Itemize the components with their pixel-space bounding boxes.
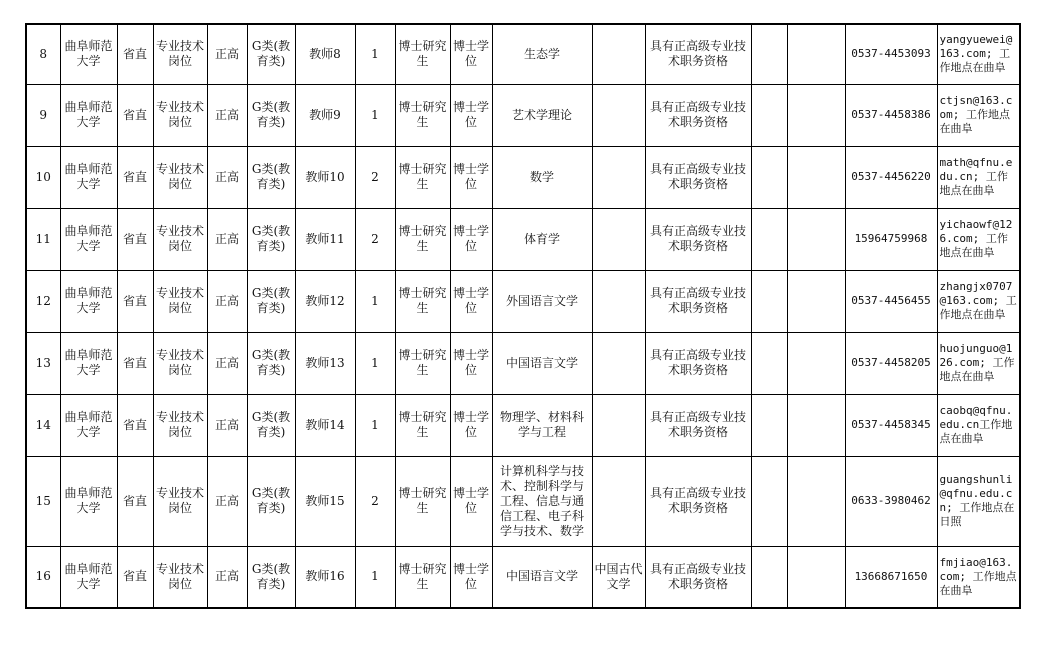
post-type-cell: 专业技术岗位 <box>153 208 207 270</box>
post-type-cell: 专业技术岗位 <box>153 84 207 146</box>
major-requirement-cell: 外国语言文学 <box>492 270 592 332</box>
post-name-cell: 教师9 <box>295 84 355 146</box>
post-grade-cell: 正高 <box>207 332 247 394</box>
employer-unit-cell: 曲阜师范大学 <box>60 456 117 546</box>
row-number-cell: 14 <box>26 394 60 456</box>
degree-requirement-cell: 博士学位 <box>450 394 492 456</box>
post-grade-cell: 正高 <box>207 456 247 546</box>
qualification-requirement-cell: 具有正高级专业技术职务资格 <box>645 270 751 332</box>
row-number-cell: 13 <box>26 332 60 394</box>
unit-level-cell: 省直 <box>117 146 153 208</box>
employer-unit-cell: 曲阜师范大学 <box>60 332 117 394</box>
employer-unit-cell: 曲阜师范大学 <box>60 84 117 146</box>
education-requirement-cell: 博士研究生 <box>395 270 450 332</box>
degree-requirement-cell: 博士学位 <box>450 456 492 546</box>
other-condition-cell <box>751 84 787 146</box>
post-grade-cell: 正高 <box>207 546 247 608</box>
table-row <box>26 456 1020 546</box>
row-number-cell: 12 <box>26 270 60 332</box>
unit-level-cell: 省直 <box>117 208 153 270</box>
hiring-count-cell: 1 <box>355 270 395 332</box>
contact-phone-cell: 0537-4458386 <box>845 84 937 146</box>
table-row <box>26 84 1020 146</box>
hiring-count-cell: 1 <box>355 24 395 84</box>
hiring-count-cell: 2 <box>355 456 395 546</box>
unit-level-cell: 省直 <box>117 270 153 332</box>
post-name-cell: 教师13 <box>295 332 355 394</box>
row-number-cell: 8 <box>26 24 60 84</box>
post-name-cell: 教师12 <box>295 270 355 332</box>
post-name-cell: 教师10 <box>295 146 355 208</box>
contact-email-note-cell: ctjsn@163.com; 工作地点在曲阜 <box>937 84 1020 146</box>
table-row <box>26 332 1020 394</box>
post-name-cell: 教师15 <box>295 456 355 546</box>
qualification-requirement-cell: 具有正高级专业技术职务资格 <box>645 24 751 84</box>
research-direction-cell <box>592 394 645 456</box>
employer-unit-cell: 曲阜师范大学 <box>60 394 117 456</box>
table-row <box>26 208 1020 270</box>
major-requirement-cell: 计算机科学与技术、控制科学与工程、信息与通信工程、电子科学与技术、数学 <box>492 456 592 546</box>
hiring-count-cell: 2 <box>355 146 395 208</box>
remarks-blank-cell <box>787 208 845 270</box>
degree-requirement-cell: 博士学位 <box>450 146 492 208</box>
hiring-count-cell: 1 <box>355 84 395 146</box>
other-condition-cell <box>751 208 787 270</box>
research-direction-cell <box>592 208 645 270</box>
research-direction-cell <box>592 24 645 84</box>
table-row <box>26 394 1020 456</box>
contact-phone-cell: 0537-4453093 <box>845 24 937 84</box>
qualification-requirement-cell: 具有正高级专业技术职务资格 <box>645 332 751 394</box>
contact-email-note-cell: huojunguo@126.com; 工作地点在曲阜 <box>937 332 1020 394</box>
unit-level-cell: 省直 <box>117 394 153 456</box>
major-requirement-cell: 数学 <box>492 146 592 208</box>
contact-phone-cell: 0537-4456220 <box>845 146 937 208</box>
remarks-blank-cell <box>787 332 845 394</box>
other-condition-cell <box>751 146 787 208</box>
remarks-blank-cell <box>787 456 845 546</box>
remarks-blank-cell <box>787 546 845 608</box>
post-name-cell: 教师16 <box>295 546 355 608</box>
remarks-blank-cell <box>787 146 845 208</box>
post-category-cell: G类(教育类) <box>247 456 295 546</box>
table-row <box>26 546 1020 608</box>
row-number-cell: 11 <box>26 208 60 270</box>
employer-unit-cell: 曲阜师范大学 <box>60 146 117 208</box>
major-requirement-cell: 中国语言文学 <box>492 546 592 608</box>
post-name-cell: 教师11 <box>295 208 355 270</box>
hiring-count-cell: 1 <box>355 332 395 394</box>
remarks-blank-cell <box>787 270 845 332</box>
post-type-cell: 专业技术岗位 <box>153 394 207 456</box>
hiring-count-cell: 1 <box>355 394 395 456</box>
research-direction-cell <box>592 146 645 208</box>
qualification-requirement-cell: 具有正高级专业技术职务资格 <box>645 84 751 146</box>
contact-phone-cell: 15964759968 <box>845 208 937 270</box>
unit-level-cell: 省直 <box>117 546 153 608</box>
hiring-count-cell: 2 <box>355 208 395 270</box>
contact-email-note-cell: yichaowf@126.com; 工作地点在曲阜 <box>937 208 1020 270</box>
post-category-cell: G类(教育类) <box>247 394 295 456</box>
post-type-cell: 专业技术岗位 <box>153 546 207 608</box>
contact-phone-cell: 0537-4458345 <box>845 394 937 456</box>
employer-unit-cell: 曲阜师范大学 <box>60 24 117 84</box>
recruitment-table <box>25 23 1021 609</box>
other-condition-cell <box>751 270 787 332</box>
contact-email-note-cell: zhangjx0707@163.com; 工作地点在曲阜 <box>937 270 1020 332</box>
post-category-cell: G类(教育类) <box>247 208 295 270</box>
major-requirement-cell: 艺术学理论 <box>492 84 592 146</box>
contact-email-note-cell: math@qfnu.edu.cn; 工作地点在曲阜 <box>937 146 1020 208</box>
contact-phone-cell: 0537-4458205 <box>845 332 937 394</box>
hiring-count-cell: 1 <box>355 546 395 608</box>
major-requirement-cell: 中国语言文学 <box>492 332 592 394</box>
qualification-requirement-cell: 具有正高级专业技术职务资格 <box>645 456 751 546</box>
post-name-cell: 教师8 <box>295 24 355 84</box>
row-number-cell: 10 <box>26 146 60 208</box>
major-requirement-cell: 体育学 <box>492 208 592 270</box>
post-type-cell: 专业技术岗位 <box>153 456 207 546</box>
row-number-cell: 16 <box>26 546 60 608</box>
education-requirement-cell: 博士研究生 <box>395 456 450 546</box>
other-condition-cell <box>751 456 787 546</box>
remarks-blank-cell <box>787 84 845 146</box>
education-requirement-cell: 博士研究生 <box>395 84 450 146</box>
qualification-requirement-cell: 具有正高级专业技术职务资格 <box>645 546 751 608</box>
contact-phone-cell: 0537-4456455 <box>845 270 937 332</box>
contact-email-note-cell: caobq@qfnu.edu.cn工作地点在曲阜 <box>937 394 1020 456</box>
post-category-cell: G类(教育类) <box>247 24 295 84</box>
major-requirement-cell: 生态学 <box>492 24 592 84</box>
other-condition-cell <box>751 332 787 394</box>
other-condition-cell <box>751 394 787 456</box>
post-name-cell: 教师14 <box>295 394 355 456</box>
post-category-cell: G类(教育类) <box>247 270 295 332</box>
table-body <box>26 24 1020 608</box>
research-direction-cell <box>592 270 645 332</box>
degree-requirement-cell: 博士学位 <box>450 24 492 84</box>
degree-requirement-cell: 博士学位 <box>450 546 492 608</box>
employer-unit-cell: 曲阜师范大学 <box>60 208 117 270</box>
unit-level-cell: 省直 <box>117 456 153 546</box>
post-grade-cell: 正高 <box>207 24 247 84</box>
research-direction-cell <box>592 456 645 546</box>
education-requirement-cell: 博士研究生 <box>395 208 450 270</box>
other-condition-cell <box>751 546 787 608</box>
education-requirement-cell: 博士研究生 <box>395 146 450 208</box>
degree-requirement-cell: 博士学位 <box>450 208 492 270</box>
unit-level-cell: 省直 <box>117 332 153 394</box>
contact-email-note-cell: yangyuewei@163.com; 工作地点在曲阜 <box>937 24 1020 84</box>
table-row <box>26 270 1020 332</box>
row-number-cell: 15 <box>26 456 60 546</box>
employer-unit-cell: 曲阜师范大学 <box>60 270 117 332</box>
degree-requirement-cell: 博士学位 <box>450 270 492 332</box>
degree-requirement-cell: 博士学位 <box>450 84 492 146</box>
row-number-cell: 9 <box>26 84 60 146</box>
post-category-cell: G类(教育类) <box>247 84 295 146</box>
other-condition-cell <box>751 24 787 84</box>
contact-email-note-cell: fmjiao@163.com; 工作地点在曲阜 <box>937 546 1020 608</box>
post-grade-cell: 正高 <box>207 394 247 456</box>
remarks-blank-cell <box>787 24 845 84</box>
post-grade-cell: 正高 <box>207 270 247 332</box>
research-direction-cell: 中国古代文学 <box>592 546 645 608</box>
research-direction-cell <box>592 332 645 394</box>
table-row <box>26 146 1020 208</box>
table-row <box>26 24 1020 84</box>
degree-requirement-cell: 博士学位 <box>450 332 492 394</box>
contact-phone-cell: 13668671650 <box>845 546 937 608</box>
post-grade-cell: 正高 <box>207 208 247 270</box>
education-requirement-cell: 博士研究生 <box>395 24 450 84</box>
research-direction-cell <box>592 84 645 146</box>
post-category-cell: G类(教育类) <box>247 546 295 608</box>
education-requirement-cell: 博士研究生 <box>395 394 450 456</box>
education-requirement-cell: 博士研究生 <box>395 546 450 608</box>
remarks-blank-cell <box>787 394 845 456</box>
post-category-cell: G类(教育类) <box>247 332 295 394</box>
contact-email-note-cell: guangshunli@qfnu.edu.cn; 工作地点在日照 <box>937 456 1020 546</box>
qualification-requirement-cell: 具有正高级专业技术职务资格 <box>645 146 751 208</box>
post-grade-cell: 正高 <box>207 146 247 208</box>
post-type-cell: 专业技术岗位 <box>153 146 207 208</box>
employer-unit-cell: 曲阜师范大学 <box>60 546 117 608</box>
post-grade-cell: 正高 <box>207 84 247 146</box>
post-type-cell: 专业技术岗位 <box>153 24 207 84</box>
qualification-requirement-cell: 具有正高级专业技术职务资格 <box>645 394 751 456</box>
unit-level-cell: 省直 <box>117 24 153 84</box>
post-type-cell: 专业技术岗位 <box>153 270 207 332</box>
qualification-requirement-cell: 具有正高级专业技术职务资格 <box>645 208 751 270</box>
post-type-cell: 专业技术岗位 <box>153 332 207 394</box>
recruitment-table-container <box>25 23 1021 609</box>
contact-phone-cell: 0633-3980462 <box>845 456 937 546</box>
unit-level-cell: 省直 <box>117 84 153 146</box>
education-requirement-cell: 博士研究生 <box>395 332 450 394</box>
major-requirement-cell: 物理学、材料科学与工程 <box>492 394 592 456</box>
post-category-cell: G类(教育类) <box>247 146 295 208</box>
